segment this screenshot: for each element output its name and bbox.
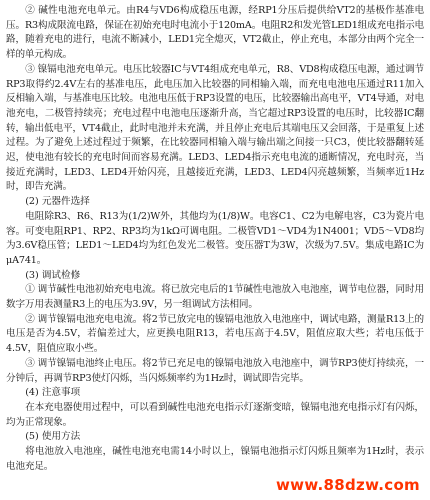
debugging-heading: (3) 调试检修 [25, 269, 81, 281]
nicd-charging-unit-paragraph: ③ 镍镉电池充电单元。电压比较器IC与VT4组成充电单元，R8、VD8构成稳压电源，通过调节RP3取得约2.4V左右的基准电压，此电压加入比较器的同相输入端，而充电电池电压通过R11加入反相输入端，与基准电压比较。电池电压低于RP3设置的电压，比较器输出高电平，VT4导通，对电池充电，二极管持续亮；充电过程中电池电压逐渐升高，当它超过RP3设置的电压时，比较器IC翻转，输出低电平，VT4截止，此时电池并未充满，并且停止充电后其端电压又会回落，于是重复上述过程。为了避免上述过程过于频繁，在比较器同相输入端与输出端之间接一只C3，使比较器翻转延迟，使电池有较长的充电时间而容易充满。LED3、LED4指示充电电流的通断情况，充电时亮，当接近充满时，LED3、LED4开始闪亮，且越接近充满，LED3、LED4闪亮越频繁，当频率近1Hz时，即告充满。 [6, 63, 424, 193]
component-selection-heading: (2) 元器件选择 [25, 196, 90, 208]
usage-paragraph: 将电池放入电池座，碱性电池充电需14小时以上，镍镉电池指示灯闪烁且频率为1Hz时，表示电池充足。 [6, 446, 424, 472]
debug-step-2-paragraph: ② 调节镍镉电池充电电流。将2节已放完电的镍镉电池放入电池座中，调试电路，测量R13上的电压是否为4.5V，若偏差过大，应更换电阻R13，若电压高于4.5V，阻值应取大些；若电压低于4.5V，阻值应取小些。 [6, 313, 424, 355]
usage-heading: (5) 使用方法 [25, 431, 81, 443]
debug-step-3-paragraph: ③ 调节镍镉电池终止电压。将2节已充足电的镍镉电池放入电池座中，调节RP3使灯持续亮，一分钟后，再调节RP3使灯闪烁，当闪烁频率约为1Hz时，调试即告完毕。 [6, 357, 424, 384]
notes-paragraph: 在本充电器使用过程中，可以看到碱性电池充电指示灯逐渐变暗，镍镉电池充电指示灯有闪烁，均为正常现象。 [6, 401, 424, 428]
component-selection-paragraph: 电阻除R3、R6、R13为(1/2)W外，其他均为(1/8)W。电容C1、C2为电解电容，C3为瓷片电容。可变电阻RP1、RP2、RP3均为1kΩ可调电阻。二极管VD1～VD4为1N4001；VD5～VD8均为3.6V稳压管；LED1～LED4均为红色发光二极管。变压器T为3W，次级为7.5V。集成电路IC为μA741。 [6, 210, 424, 266]
notes-heading: (4) 注意事项 [25, 387, 81, 399]
debug-step-1-paragraph: ① 调节碱性电池初始充电电流。将已放完电后的1节碱性电池放入电池座，调节电位器，同时用数字万用表测量R3上的电压为3.9V，另一组调试方法相同。 [6, 284, 424, 311]
site-watermark: www.88dzw.com [276, 476, 420, 494]
alkaline-charging-unit-paragraph: ② 碱性电池充电单元。由R4与VD6构成稳压电源，经RP1分压后提供给VT2的基极作基准电压。R3构成限流电路，保证在初始充电时电流小于120mA。电阻R2和发光管LED1组成充电指示电路，随着充电的进行，电流不断减小，LED1完全熄灭，VT2截止，停止充电，本部分由两个完全一样的单元构成。 [6, 5, 424, 61]
